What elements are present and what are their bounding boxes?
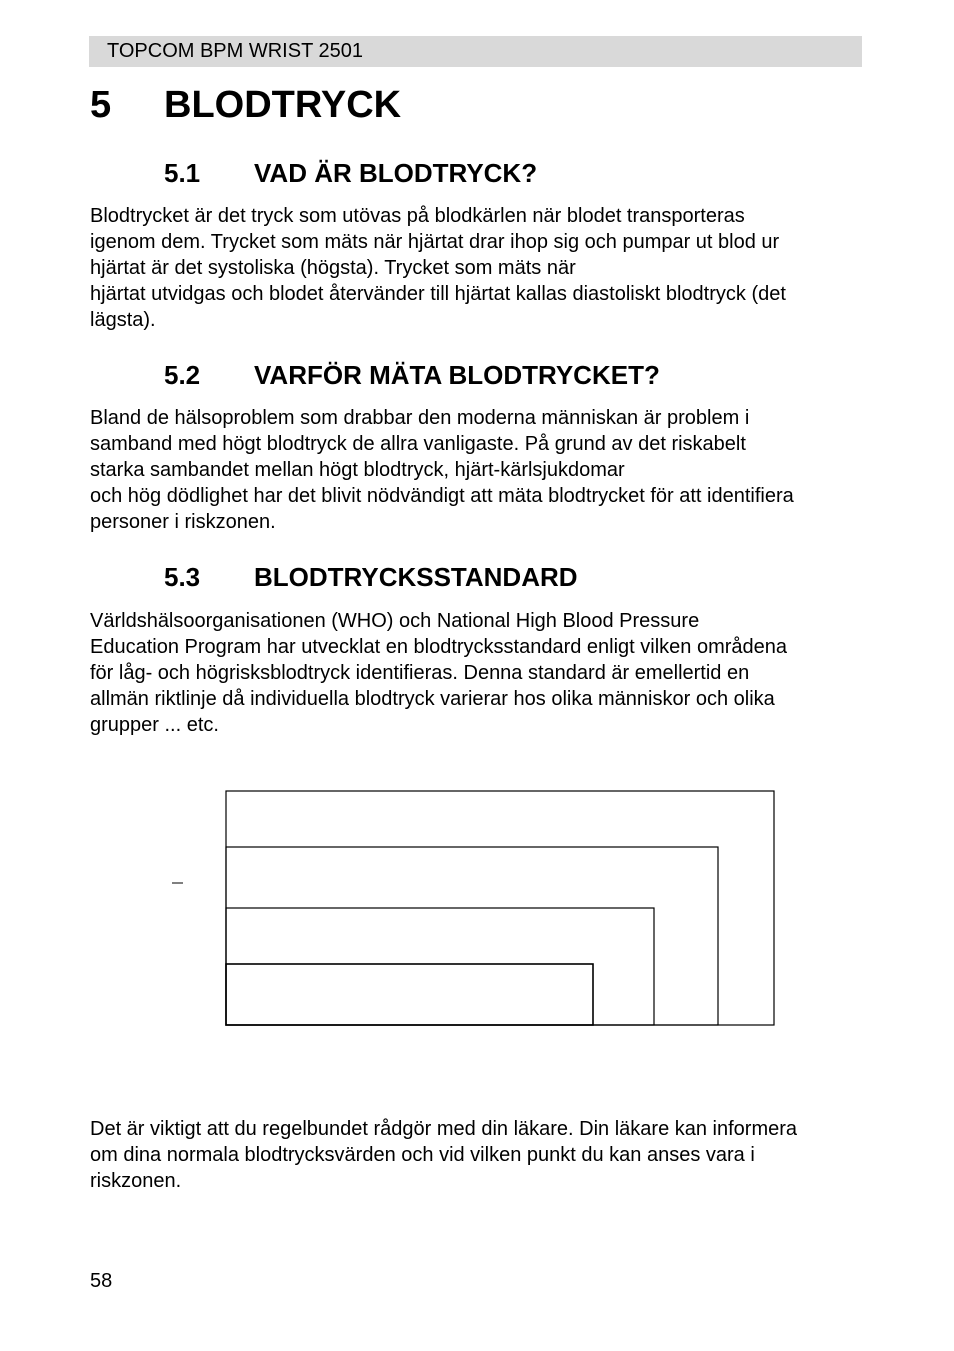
text-line: starka sambandet mellan högt blodtryck, hjärt-kärlsjukdomar bbox=[90, 459, 625, 481]
closing-paragraph bbox=[90, 1116, 870, 1194]
chapter-number: 5 bbox=[90, 84, 112, 126]
page-number: 58 bbox=[90, 1270, 113, 1292]
zone-box-inner bbox=[226, 964, 593, 1025]
text-line: Education Program har utvecklat en blodtrycksstandard enligt vilken områdena bbox=[90, 636, 788, 658]
section-title: VARFÖR MÄTA BLODTRYCKET? bbox=[254, 360, 660, 390]
text-line: igenom dem. Trycket som mäts när hjärtat drar ihop sig och pumpar ut blod ur bbox=[90, 231, 780, 253]
text-line: Blodtrycket är det tryck som utövas på blodkärlen när blodet transporteras bbox=[90, 205, 745, 227]
text-line: lägsta). bbox=[90, 309, 156, 331]
text-line: om dina normala blodtrycksvärden och vid vilken punkt du kan anses vara i bbox=[90, 1144, 755, 1166]
text-line: grupper ... etc. bbox=[90, 714, 219, 736]
text-line: riskzonen. bbox=[90, 1170, 182, 1192]
text-line: samband med högt blodtryck de allra vanligaste. På grund av det riskabelt bbox=[90, 433, 746, 455]
text-line: Bland de hälsoproblem som drabbar den moderna människan är problem i bbox=[90, 407, 750, 429]
text-line: Världshälsoorganisationen (WHO) och National High Blood Pressure bbox=[90, 610, 700, 632]
text-line: för låg- och högrisksblodtryck identifieras. Denna standard är emellertid en bbox=[90, 662, 750, 684]
section-number: 5.3 bbox=[164, 562, 201, 592]
text-line: och hög dödlighet har det blivit nödvändigt att mäta blodtrycket för att identifiera bbox=[90, 485, 794, 507]
section-number: 5.2 bbox=[164, 360, 201, 390]
section-number: 5.1 bbox=[164, 158, 201, 188]
running-header-title: TOPCOM BPM WRIST 2501 bbox=[107, 40, 363, 62]
section-title: BLODTRYCKSSTANDARD bbox=[254, 562, 578, 592]
chapter-title: BLODTRYCK bbox=[164, 84, 402, 126]
text-line: Det är viktigt att du regelbundet rådgör med din läkare. Din läkare kan informera bbox=[90, 1118, 798, 1140]
text-line: allmän riktlinje då individuella blodtryck varierar hos olika människor och olika bbox=[90, 688, 775, 710]
zone-box-second bbox=[226, 847, 718, 1025]
section-title: VAD ÄR BLODTRYCK? bbox=[254, 158, 538, 188]
zone-box-third bbox=[226, 908, 654, 1025]
text-line: personer i riskzonen. bbox=[90, 511, 276, 533]
text-line: hjärtat är det systoliska (högsta). Trycket som mäts när bbox=[90, 257, 576, 279]
text-line: hjärtat utvidgas och blodet återvänder till hjärtat kallas diastoliskt blodtryck (det bbox=[90, 283, 786, 305]
